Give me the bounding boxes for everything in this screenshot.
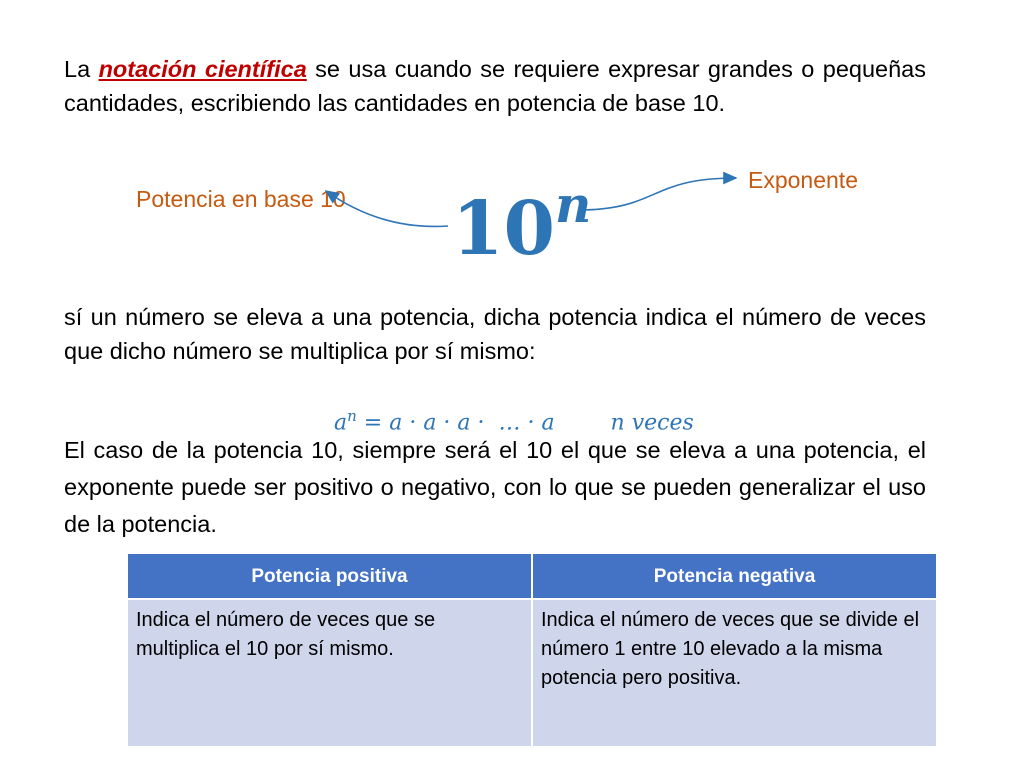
formula-exponent: n bbox=[347, 407, 357, 425]
power-comparison-table bbox=[126, 552, 938, 748]
power-exponent: n bbox=[554, 175, 592, 234]
arrow-to-exponent-label bbox=[584, 178, 736, 210]
explanation-paragraph: El caso de la potencia 10, siempre será el 10 el que se eleva a una potencia, el exponente puede ser positivo o negativo, con lo que se pueden generalizar el uso de la potencia. bbox=[64, 437, 926, 537]
cell-positive: Indica el número de veces que se multiplica el 10 por sí mismo. bbox=[127, 599, 532, 747]
table-header-row bbox=[127, 553, 937, 599]
formula-count: n veces bbox=[610, 410, 694, 436]
header-negative: Potencia negativa bbox=[532, 553, 937, 599]
formula-rhs: = a · a · a · … · a bbox=[356, 410, 611, 436]
arrow-to-base-label bbox=[326, 191, 448, 226]
formula-base: a bbox=[334, 410, 348, 436]
power-formula bbox=[320, 382, 694, 435]
table-row bbox=[127, 599, 937, 747]
definition-paragraph: sí un número se eleva a una potencia, dicha potencia indica el número de veces que dicho número se multiplica por sí mismo: bbox=[64, 304, 926, 364]
intro-pre: La bbox=[64, 56, 99, 82]
cell-negative: Indica el número de veces que se divide el número 1 entre 10 elevado a la misma potencia pero positiva. bbox=[532, 599, 937, 747]
intro-post: se usa cuando se requiere expresar grandes o pequeñas cantidades, escribiendo las cantidades en potencia de base 10. bbox=[64, 56, 926, 116]
power-of-ten bbox=[452, 175, 592, 272]
base-label: Potencia en base 10 bbox=[136, 186, 346, 212]
intro-term: notación científica bbox=[98, 56, 307, 82]
power-base: 10 bbox=[452, 186, 555, 272]
header-positive: Potencia positiva bbox=[127, 553, 532, 599]
exponent-label: Exponente bbox=[748, 167, 858, 193]
